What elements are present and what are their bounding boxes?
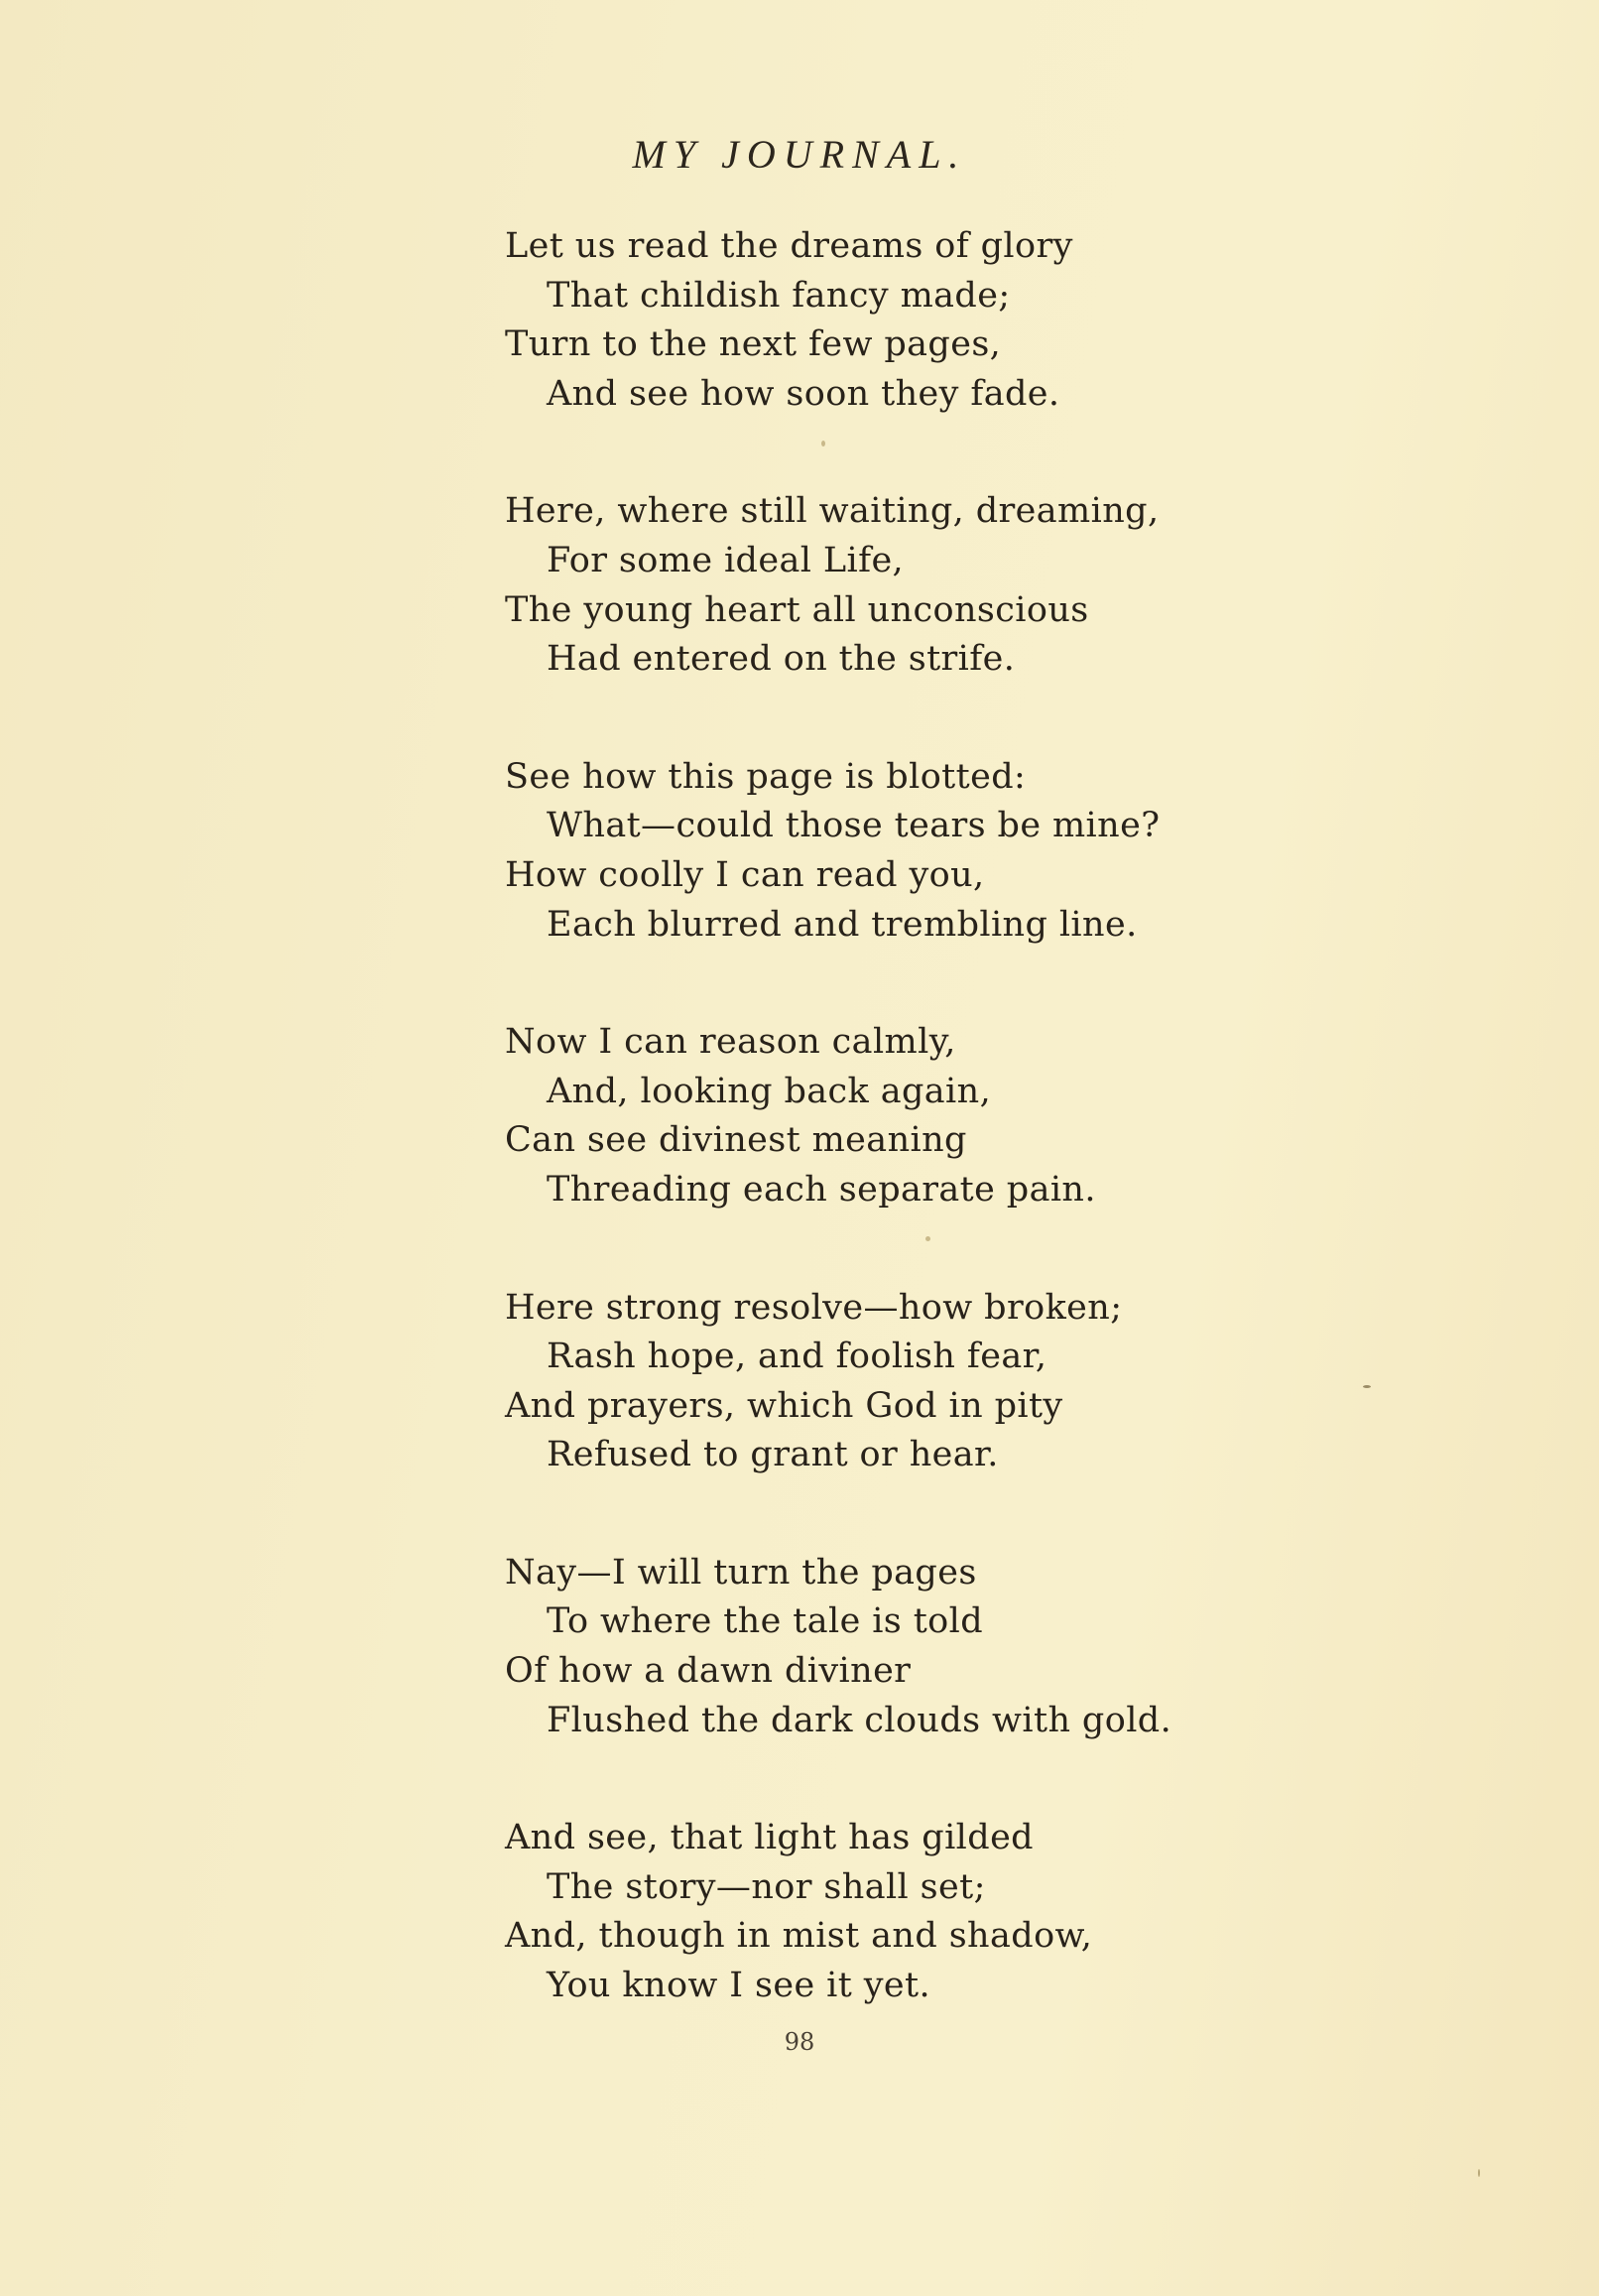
paper-speck: [1478, 2169, 1480, 2177]
page-number: 98: [784, 2028, 815, 2056]
poem-line: See how this page is blotted:: [505, 756, 1027, 797]
stanza: [505, 1549, 1259, 1745]
poem-line: And prayers, which God in pity: [505, 1385, 1063, 1426]
poem-line: That childish fancy made;: [547, 275, 1011, 316]
poem-line: Nay—I will turn the pages: [505, 1552, 977, 1593]
paper-speck: [821, 441, 825, 446]
stanza: [505, 1018, 1259, 1214]
poem-line: Each blurred and trembling line.: [547, 904, 1138, 945]
poem-line: Can see divinest meaning: [505, 1120, 967, 1161]
poem-line: Flushed the dark clouds with gold.: [547, 1700, 1172, 1740]
poem-line: And see how soon they fade.: [547, 373, 1060, 414]
running-head: MY JOURNAL.: [632, 132, 967, 177]
stanza: [505, 1814, 1259, 2010]
poem-line: How coolly I can read you,: [505, 854, 985, 895]
poem-line: Here strong resolve—how broken;: [505, 1287, 1123, 1328]
poem: [505, 222, 1259, 2080]
poem-line: Let us read the dreams of glory: [505, 226, 1073, 266]
stanza: [505, 487, 1259, 684]
poem-line: The young heart all unconscious: [505, 589, 1089, 630]
poem-line: And, though in mist and shadow,: [505, 1916, 1093, 1957]
poem-line: What—could those tears be mine?: [547, 806, 1161, 846]
poem-line: You know I see it yet.: [547, 1966, 931, 2006]
poem-line: Refused to grant or hear.: [547, 1435, 999, 1475]
poem-line: Turn to the next few pages,: [505, 324, 1002, 365]
paper-speck: [925, 1236, 930, 1241]
poem-line: The story—nor shall set;: [547, 1866, 986, 1907]
stanza: [505, 1284, 1259, 1480]
poem-line: And see, that light has gilded: [505, 1818, 1034, 1858]
paper-speck: [1363, 1385, 1371, 1388]
poem-line: For some ideal Life,: [547, 540, 905, 580]
stanza: [505, 753, 1259, 950]
poem-line: Of how a dawn diviner: [505, 1651, 912, 1692]
poem-line: And, looking back again,: [547, 1071, 992, 1111]
poem-line: Here, where still waiting, dreaming,: [505, 491, 1160, 532]
poem-line: Rash hope, and foolish fear,: [547, 1337, 1047, 1377]
stanza: [505, 222, 1259, 419]
poem-line: Threading each separate pain.: [547, 1169, 1096, 1210]
poem-line: Had entered on the strife.: [547, 639, 1016, 680]
poem-line: To where the tale is told: [547, 1601, 984, 1642]
poem-line: Now I can reason calmly,: [505, 1022, 956, 1063]
